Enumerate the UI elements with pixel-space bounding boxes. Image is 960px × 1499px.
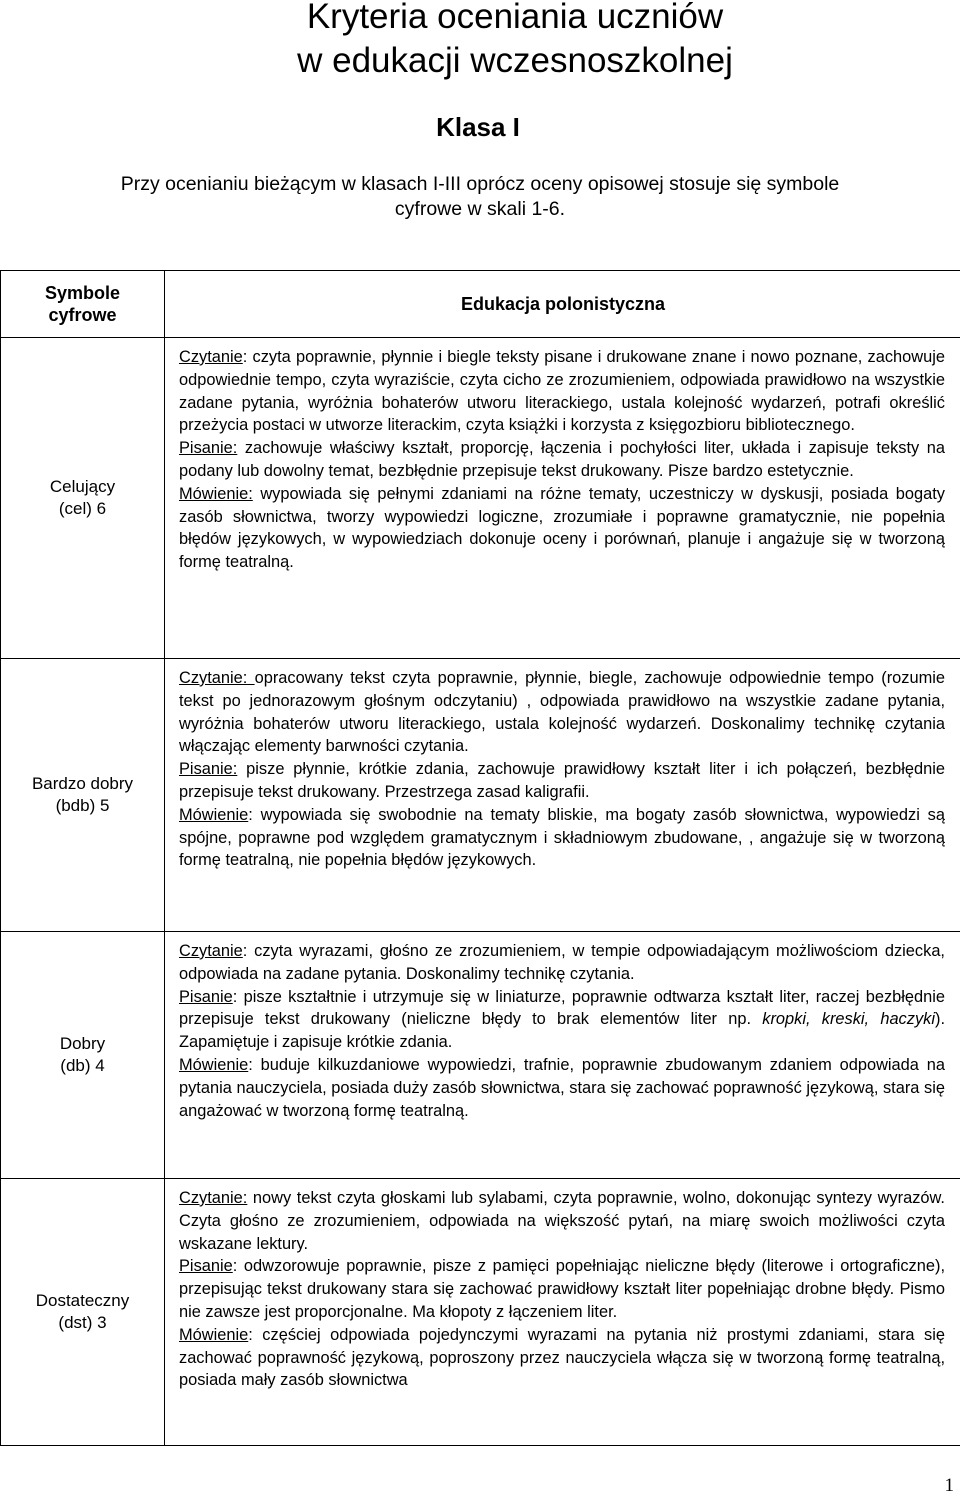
writing-criteria [179,758,945,804]
reading-criteria [179,1187,945,1255]
criteria-cell [165,659,960,932]
speaking-text: : buduje kilkuzdaniowe wypowiedzi, trafnie, poprawnie zbudowanym zdaniem odpowiada na pytania nauczyciela, posiada duży zasób słownictwa, stara się zachować poprawność językową, stara się angażować w tworzoną formę teatralną. [179,1055,945,1120]
reading-label: Czytanie: [179,1189,248,1207]
writing-criteria [179,1255,945,1323]
reading-criteria [179,940,945,986]
writing-text: : pisze kształtnie i utrzymuje się w liniaturze, poprawnie odtwarza kształt liter, raczej bezbłędnie przepisuje tekst drukowany (nieliczne błędy to brak elementów liter np. [179,987,945,1029]
header-symbols-cell [1,271,165,338]
table-row [1,659,960,932]
writing-label: Pisanie [179,987,233,1006]
grade-code: (dst) 3 [58,1313,107,1332]
grade-code: (db) 4 [60,1056,105,1075]
writing-label: Pisanie [179,1257,233,1276]
table-header-row [1,271,960,338]
reading-criteria [179,346,945,437]
grade-name: Celujący [49,477,116,496]
speaking-text: wypowiada się pełnymi zdaniami na różne tematy, uczestniczy w dyskusji, posiada bogaty zasób słownictwa, tworzy wypowiedzi logiczne, zrozumiałe i poprawne gramatycznie, nie popełnia błędów językowych, w wypowiedziach dokonuje oceny i porównań, planuje i angażuje się w tworzoną formę teatralną. [179,484,945,572]
grade-cell [1,1179,165,1446]
reading-criteria [179,667,945,758]
speaking-label: Mówienie [179,1325,249,1344]
class-heading: Klasa I [436,112,520,142]
reading-label: Czytanie: [179,669,255,687]
header-symbols-line-1: Symbole [44,283,121,303]
criteria-cell [165,338,960,659]
intro-line-2: cyfrowe w skali 1-6. [394,198,566,220]
intro-paragraph [0,172,960,222]
writing-example-italic: kropki, kreski, haczyki [762,1010,935,1029]
grade-cell [1,338,165,659]
speaking-criteria [179,804,945,872]
speaking-text: : wypowiada się swobodnie na tematy bliskie, ma bogaty zasób słownictwa, wypowiedzi są spójne, poprawne pod względem gramatycznym i składniowym zbudowane, , angażuje się w tworzoną formę teatralną, nie popełnia błędów językowych. [179,805,945,870]
document-title-line-1: Kryteria oceniania uczniów [306,0,724,36]
speaking-criteria [179,483,945,574]
reading-text: nowy tekst czyta głoskami lub sylabami, czyta poprawnie, wolno, dokonując syntezy wyrazów. Czyta głośno ze zrozumieniem, odpowiada na większość pytań, na miarę swoich możliwości czyta wskazane lektury. [179,1189,945,1253]
criteria-cell [165,1179,960,1446]
writing-text: : odwzorowuje poprawnie, pisze z pamięci popełniając nieliczne błędy (literowe i ortograficzne), przepisując tekst drukowany stara się zachować prawidłowy kształt liter popełniając drobne błędy. Pismo nie zawsze jest proporcjonalne. Ma kłopoty z łączeniem liter. [179,1257,945,1321]
grade-cell [1,932,165,1179]
speaking-label: Mówienie [179,805,249,824]
writing-criteria [179,986,945,1054]
speaking-criteria [179,1054,945,1122]
grade-name: Dobry [59,1034,106,1053]
criteria-cell [165,932,960,1179]
table-row [1,932,960,1179]
grade-name: Bardzo dobry [31,774,134,793]
speaking-label: Mówienie [179,1055,249,1074]
reading-text: opracowany tekst czyta poprawnie, płynnie, biegle, zachowuje odpowiednie tempo (rozumie tekst po jednorazowym głośnym odczytaniu) , odpowiada prawidłowo na wszystkie zadane pytania, wyróżnia bohaterów utworu literackiego, ustala kolejność wydarzeń. Doskonalimy technikę czytania włączając elementy barwności czytania. [179,669,945,756]
reading-label: Czytanie [179,348,243,366]
writing-text: pisze płynnie, krótkie zdania, zachowuje prawidłowy kształt liter i ich połączeń, bezbłędnie przepisuje tekst drukowany. Przestrzega zasad kaligrafii. [179,760,945,801]
speaking-text: : częściej odpowiada pojedynczymi wyrazami na pytania niż prostymi zdaniami, stara się zachować poprawność językową, poproszony przez nauczyciela włącza się w tworzoną formę teatralną, posiada mały zasób słownictwa [179,1325,945,1390]
writing-text-end: ). Zapamiętuje i zapisuje krótkie zdania. [179,1010,945,1052]
grading-criteria-table [0,270,960,1446]
writing-label: Pisanie: [179,439,238,458]
document-title-line-2: w edukacji wczesnoszkolnej [297,41,733,80]
grade-code: (bdb) 5 [55,796,110,815]
speaking-label: Mówienie: [179,484,253,503]
speaking-criteria [179,1324,945,1392]
writing-criteria [179,437,945,483]
reading-text: : czyta wyrazami, głośno ze zrozumieniem, w tempie odpowiadającym możliwościom dziecka, odpowiada na zadane pytania. Doskonalimy technikę czytania. [179,942,945,983]
page-number: 1 [944,1475,954,1496]
writing-text: zachowuje właściwy kształt, proporcję, łączenia i pochyłości liter, układa i zapisuje teksty na podany lub dowolny temat, bezbłędnie przepisuje tekst drukowany. Pisze bardzo estetycznie. [179,439,945,480]
reading-label: Czytanie [179,942,243,960]
table-row [1,1179,960,1446]
intro-line-1: Przy ocenianiu bieżącym w klasach I-III oprócz oceny opisowej stosuje się symbole [120,173,840,195]
writing-label: Pisanie: [179,760,238,779]
grade-cell [1,659,165,932]
header-subject-cell: Edukacja polonistyczna [165,271,960,338]
grade-name: Dostateczny [35,1291,130,1310]
reading-text: : czyta poprawnie, płynnie i biegle teksty pisane i drukowane znane i nowo poznane, zachowuje odpowiednie tempo, czyta wyraziście, czyta cicho ze zrozumieniem, odpowiada prawidłowo na wszystkie zadane pytania, wyróżnia bohaterów utworu literackiego, ustala kolejność wydarzeń, potrafi określić przeżycia postaci w utworze literackim, czyta książki i korzysta z księgozbioru bibliotecznego. [179,348,945,435]
header-symbols-line-2: cyfrowe [48,305,117,325]
grade-code: (cel) 6 [58,499,107,518]
table-row [1,338,960,659]
